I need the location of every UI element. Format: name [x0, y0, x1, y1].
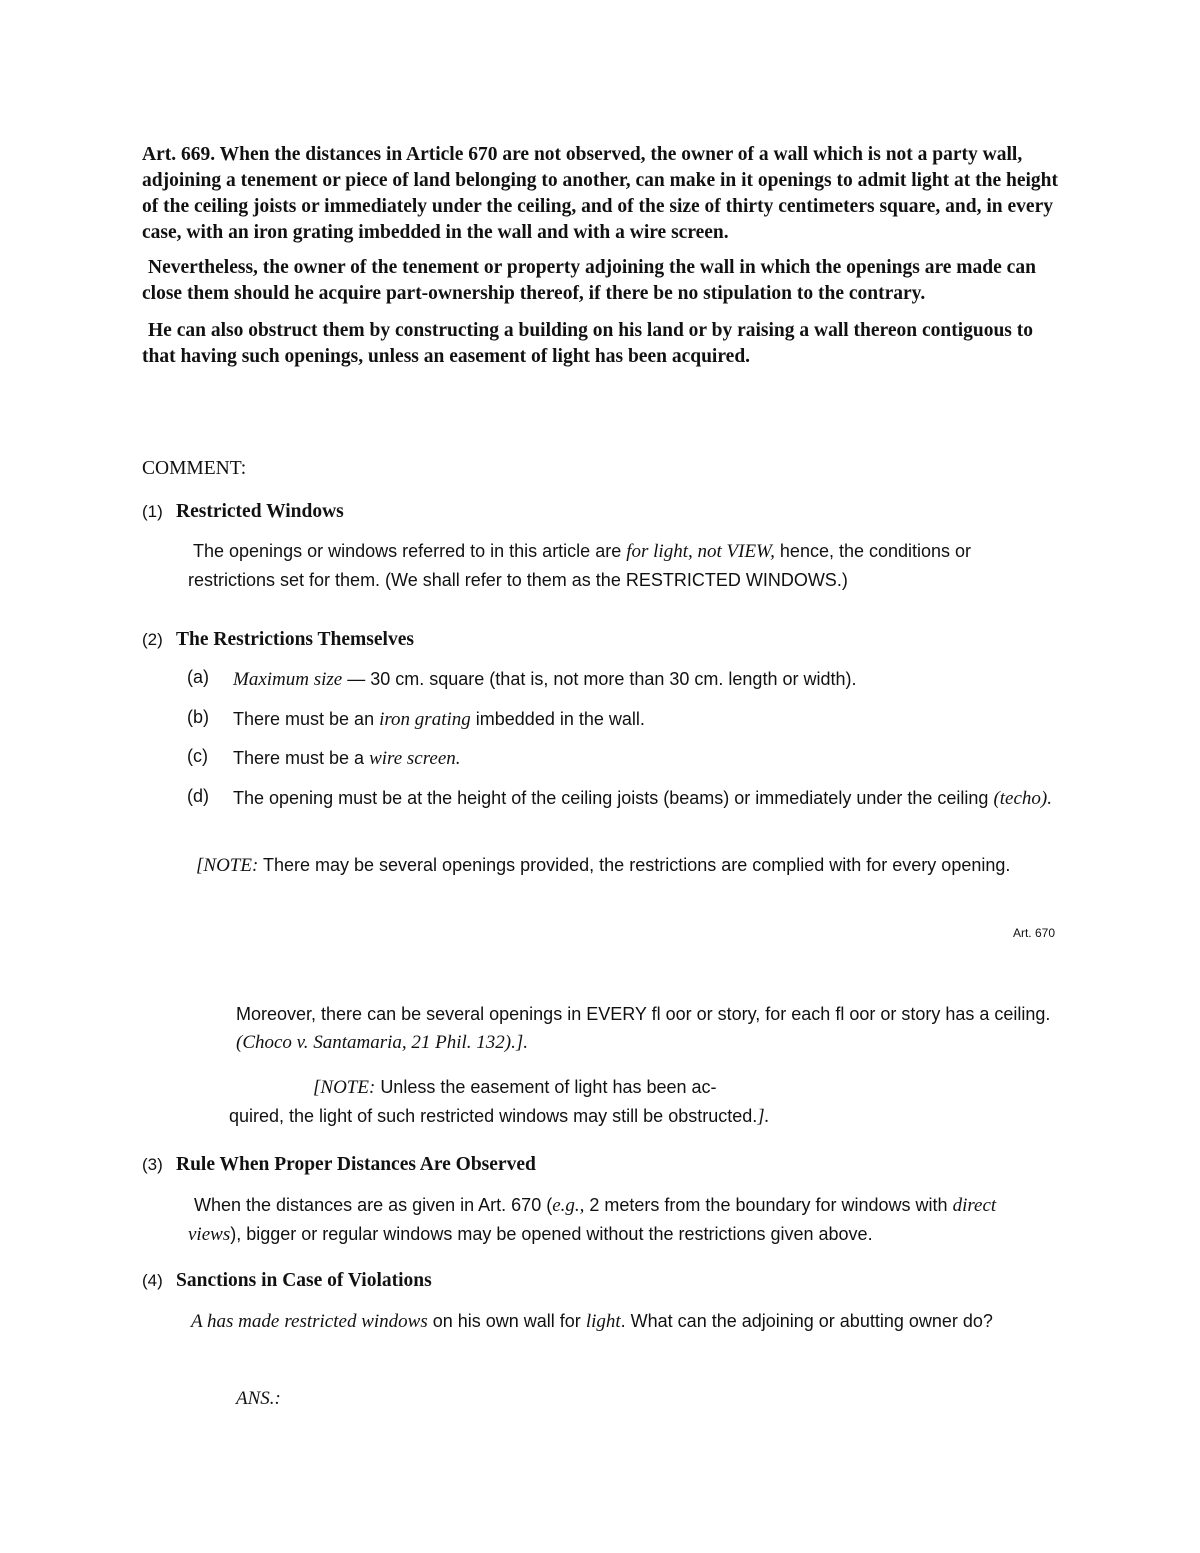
- section-1-body: The openings or windows referred to in this article are for light, not VIEW, hence, the conditions or restrictions set for them. (We shall refer to them as the RESTRICTED WINDOWS.): [188, 541, 972, 590]
- article-number: Art. 669.: [142, 144, 216, 165]
- item-letter-a: (a): [187, 667, 209, 687]
- note-2-line-2: quired, the light of such restricted windows may still be obstructed.].: [229, 1106, 770, 1127]
- article-text: [142, 142, 1060, 370]
- article-paragraph-3: He can also obstruct them by constructing a building on his land or by raising a wall thereon contiguous to that having such openings, unless an easement of light has been acquired.: [142, 320, 1034, 367]
- moreover-paragraph: Moreover, there can be several openings in EVERY fl oor or story, for each fl oor or story has a ceiling. (Choco v. Santamaria, 21 Phil. 132).].: [236, 1004, 1051, 1053]
- item-letter-c: (c): [187, 746, 208, 766]
- item-letter-d: (d): [187, 786, 209, 806]
- section-4-body: A has made restricted windows on his own wall for light. What can the adjoining or abutting owner do?: [191, 1311, 993, 1332]
- item-c: There must be a wire screen.: [233, 748, 461, 769]
- note-2-line-1: [NOTE: Unless the easement of light has been ac-: [313, 1077, 717, 1098]
- item-letter-b: (b): [187, 707, 209, 727]
- section-heading-1: (1) Restricted Windows: [142, 501, 344, 522]
- article-reference: Art. 670: [1012, 926, 1055, 940]
- section-3-body: When the distances are as given in Art. 670 (e.g., 2 meters from the boundary for windows with direct views), bigger or regular windows may be opened without the restrictions given above.: [188, 1195, 997, 1245]
- section-heading-4: (4) Sanctions in Case of Violations: [142, 1270, 432, 1291]
- article-paragraph-1: Art. 669. When the distances in Article 670 are not observed, the owner of a wall which is not a party wall, adjoining a tenement or piece of land belonging to another, can make in it openings to admit light at the height of the ceiling joists or immediately under the ceiling, and of the size of thirty centimeters square, and, in every case, with an iron grating imbedded in the wall and with a wire screen.: [142, 144, 1059, 243]
- section-heading-3: (3) Rule When Proper Distances Are Observed: [142, 1154, 536, 1175]
- item-d: The opening must be at the height of the ceiling joists (beams) or immediately under the ceiling (techo).: [233, 788, 1052, 809]
- article-paragraph-2: Nevertheless, the owner of the tenement or property adjoining the wall in which the openings are made can close them should he acquire part-ownership thereof, if there be no stipulation to the contrary.: [142, 257, 1036, 304]
- note-1: [NOTE: There may be several openings provided, the restrictions are complied with for every opening.: [196, 855, 1011, 876]
- item-a: Maximum size — 30 cm. square (that is, not more than 30 cm. length or width).: [233, 669, 857, 690]
- item-b: There must be an iron grating imbedded in the wall.: [233, 709, 645, 730]
- answer-label: ANS.:: [236, 1388, 281, 1409]
- section-heading-2: (2) The Restrictions Themselves: [142, 629, 414, 650]
- comment-label: COMMENT:: [142, 458, 247, 479]
